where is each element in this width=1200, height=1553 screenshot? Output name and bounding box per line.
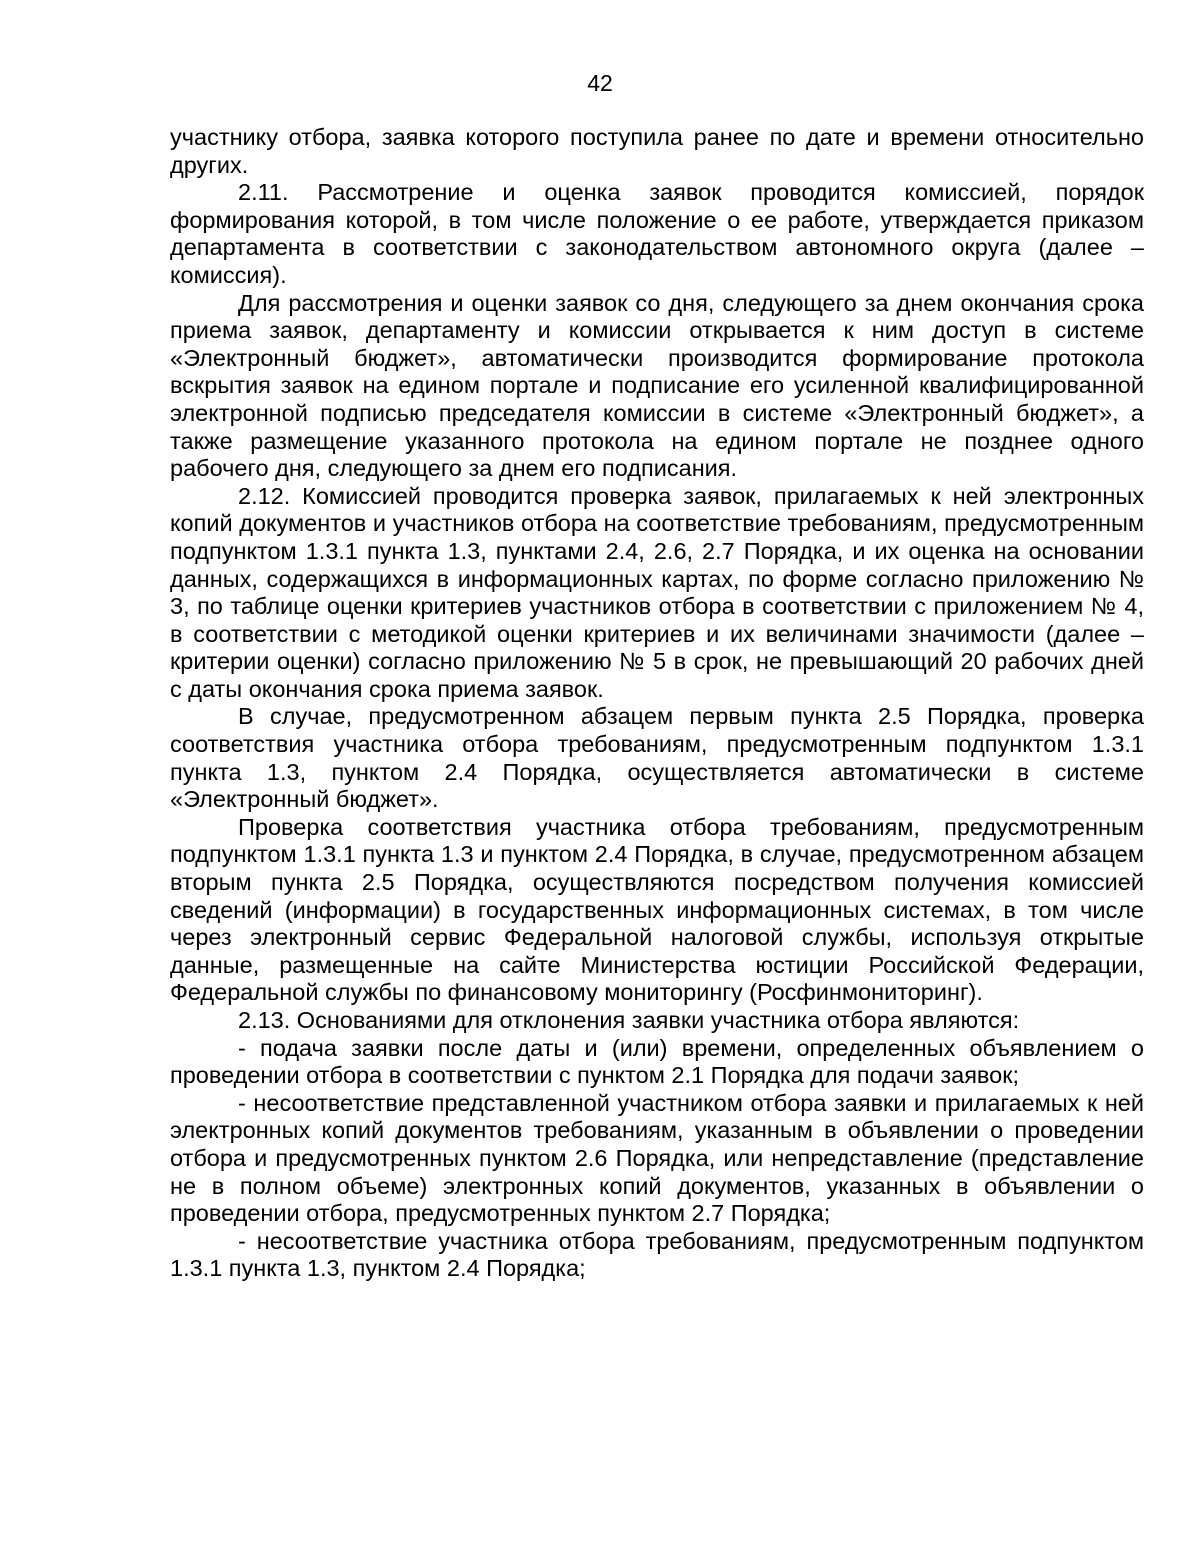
page-number: 42 xyxy=(587,70,613,96)
paragraph-2-12: 2.12. Комиссией проводится проверка заявок, прилагаемых к ней электронных копий документов и участников отбора на соответствие требованиям, предусмотренным подпунктом 1.3.1 пункта 1.3, пунктами 2.4, 2.6, 2.7 Порядка, и их оценка на основании данных, содержащихся в информационных картах, по форме согласно приложению № 3, по таблице оценки критериев участников отбора в соответствии с приложением № 4, в соответствии с методикой оценки критериев и их величинами значимости (далее – критерии оценки) согласно приложению № 5 в срок, не превышающий 20 рабочих дней с даты окончания срока приема заявок. xyxy=(170,482,1144,702)
list-item-late-submission: - подача заявки после даты и (или) времени, определенных объявлением о проведении отбора в соответствии с пунктом 2.1 Порядка для подачи заявок; xyxy=(170,1034,1144,1089)
paragraph-review-access: Для рассмотрения и оценки заявок со дня, следующего за днем окончания срока приема заявок, департаменту и комиссии открывается к ним доступ в системе «Электронный бюджет», автоматически производится формирование протокола вскрытия заявок на едином портале и подписание его усиленной квалифицированной электронной подписью председателя комиссии в системе «Электронный бюджет», а также размещение указанного протокола на едином портале не позднее одного рабочего дня, следующего за днем его подписания. xyxy=(170,289,1144,482)
list-item-participant-mismatch: - несоответствие участника отбора требованиям, предусмотренным подпунктом 1.3.1 пункта 1.3, пунктом 2.4 Порядка; xyxy=(170,1227,1144,1282)
paragraph-continuation: участнику отбора, заявка которого поступила ранее по дате и времени относительно других. xyxy=(170,124,1144,178)
list-item-document-mismatch: - несоответствие представленной участником отбора заявки и прилагаемых к ней электронных копий документов требованиям, указанным в объявлении о проведении отбора и предусмотренных пунктом 2.6 Порядка, или непредставление (представление не в полном объеме) электронных копий документов, указанных в объявлении о проведении отбора, предусмотренных пунктом 2.7 Порядка; xyxy=(170,1089,1144,1227)
document-body xyxy=(170,124,1144,1283)
paragraph-2-13: 2.13. Основаниями для отклонения заявки участника отбора являются: xyxy=(238,1007,1020,1033)
paragraph-2-11: 2.11. Рассмотрение и оценка заявок проводится комиссией, порядок формирования которой, в том числе положение о ее работе, утверждается приказом департамента в соответствии с законодательством автономного округа (далее – комиссия). xyxy=(170,179,1144,288)
paragraph-automatic-check: В случае, предусмотренном абзацем первым пункта 2.5 Порядка, проверка соответствия участника отбора требованиям, предусмотренным подпунктом 1.3.1 пункта 1.3, пунктом 2.4 Порядка, осуществляется автоматически в системе «Электронный бюджет». xyxy=(170,703,1144,813)
paragraph-manual-check: Проверка соответствия участника отбора требованиям, предусмотренным подпунктом 1.3.1 пункта 1.3 и пунктом 2.4 Порядка, в случае, предусмотренном абзацем вторым пункта 2.5 Порядка, осуществляются посредством получения комиссией сведений (информации) в государственных информационных системах, в том числе через электронный сервис Федеральной налоговой службы, используя открытые данные, размещенные на сайте Министерства юстиции Российской Федерации, Федеральной службы по финансовому мониторингу (Росфинмониторинг). xyxy=(170,813,1144,1006)
